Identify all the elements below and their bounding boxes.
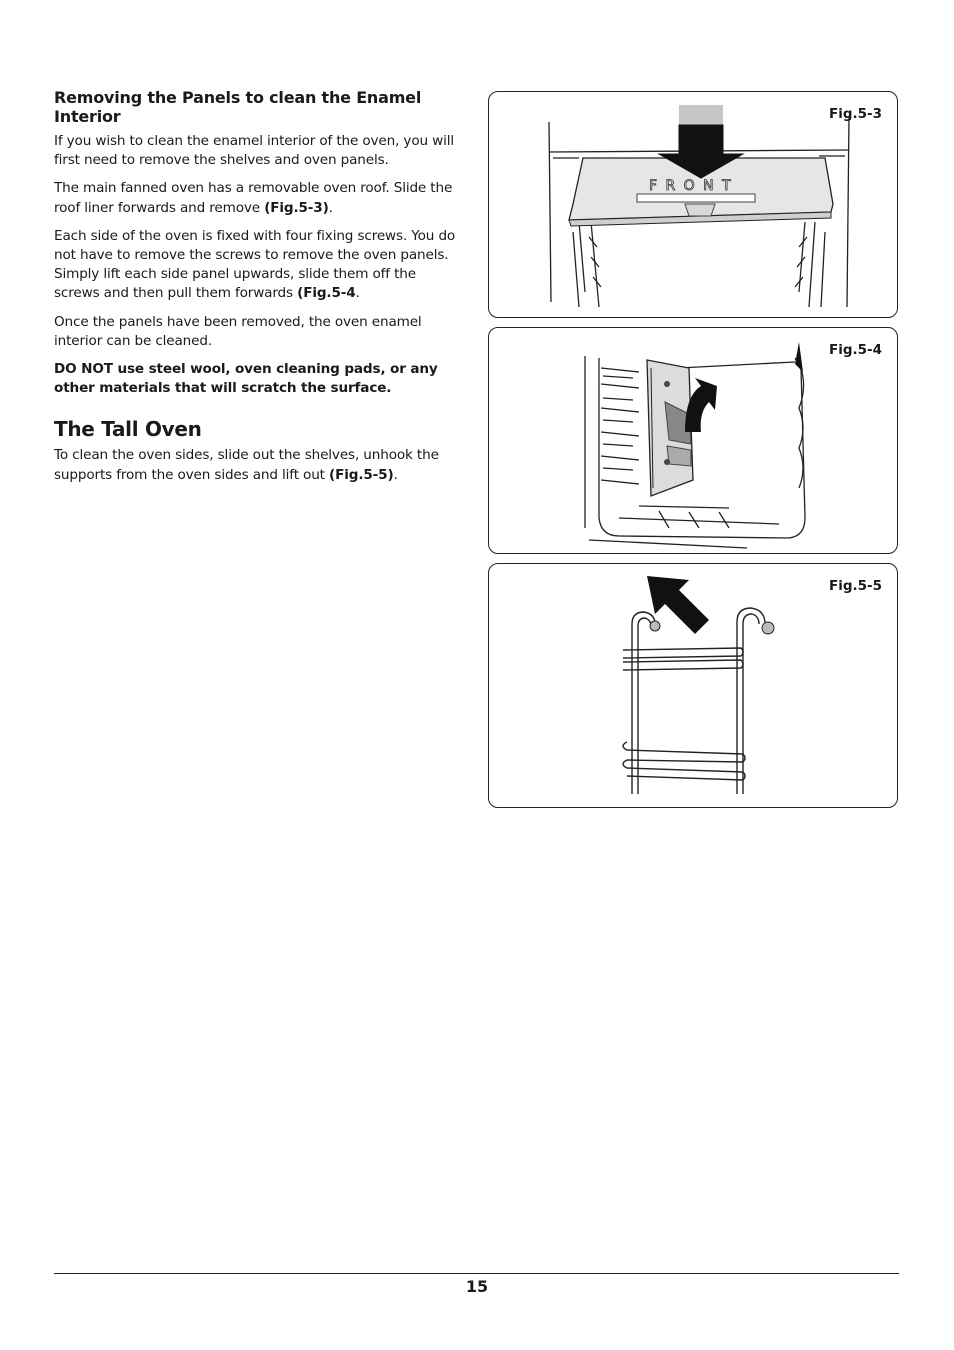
- warning-text: DO NOT use steel wool, oven cleaning pads, or any other materials that will scratch the surface.: [54, 361, 438, 397]
- paragraph-oven-roof-text: The main fanned oven has a removable oven roof. Slide the roof liner forwards and remove: [54, 180, 453, 216]
- shelf-support-illustration: [489, 564, 898, 808]
- figure-label-5-5: Fig.5-5: [828, 578, 882, 594]
- figure-reference-5-4: (Fig.5-4: [297, 285, 356, 302]
- section-heading-removing-panels: Removing the Panels to clean the Enamel Interior: [54, 88, 422, 126]
- figure-label-5-4: Fig.5-4: [828, 342, 882, 358]
- paragraph-side-panels: [54, 227, 464, 304]
- paragraph-cleaning: Once the panels have been removed, the oven enamel interior can be cleaned.: [54, 313, 422, 349]
- page-number: 15: [465, 1277, 489, 1296]
- figure-5-5: [488, 563, 898, 808]
- front-marking: F R O N T: [649, 178, 733, 194]
- paragraph-end-mark: .: [328, 199, 333, 216]
- figure-5-3: [488, 91, 898, 318]
- paragraph-side-panels-text: Each side of the oven is fixed with four fixing screws. You do not have to remove the screws to remove the oven panels. Simply lift each side panel upwards, slide them off the screws and then pull them forwards: [54, 227, 456, 302]
- footer-divider: [54, 1273, 899, 1274]
- oven-roof-illustration: [489, 92, 898, 318]
- figure-reference-5-3: (Fig.5-3): [264, 199, 329, 216]
- figure-5-4: [488, 327, 898, 554]
- paragraph-intro: If you wish to clean the enamel interior of the oven, you will first need to remove the shelves and oven panels.: [54, 133, 454, 169]
- paragraph-end-mark: .: [393, 466, 398, 483]
- paragraph-end-mark: .: [355, 285, 360, 302]
- section-heading-tall-oven: The Tall Oven: [54, 417, 202, 442]
- paragraph-tall-oven: [54, 446, 464, 484]
- text-column: [54, 88, 464, 494]
- side-panel-illustration: [489, 328, 898, 554]
- figure-label-5-3: Fig.5-3: [828, 106, 882, 122]
- paragraph-oven-roof: [54, 179, 464, 217]
- paragraph-tall-oven-text: To clean the oven sides, slide out the shelves, unhook the supports from the oven sides and lift out: [54, 447, 439, 483]
- figure-reference-5-5: (Fig.5-5): [329, 466, 394, 483]
